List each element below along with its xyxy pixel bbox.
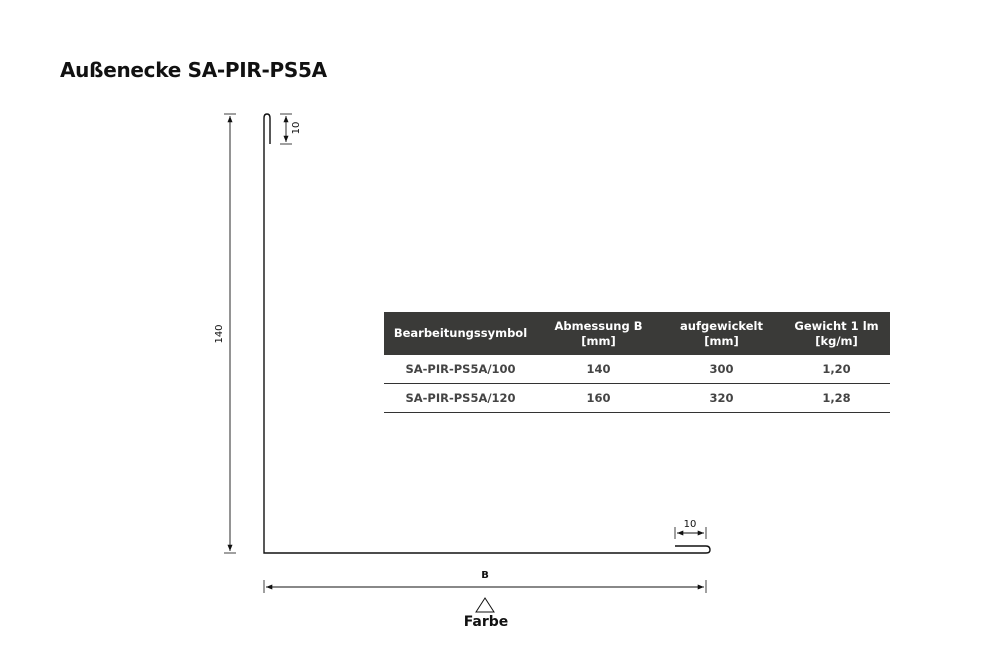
- table-row: [384, 355, 890, 384]
- height-dimension: [214, 114, 236, 553]
- top-hem-dimension: [280, 114, 302, 144]
- table-cell: 160: [537, 384, 660, 413]
- top-hem-dimension-label: 10: [291, 121, 302, 135]
- width-dimension-label: B: [481, 570, 489, 581]
- table-cell: SA-PIR-PS5A/120: [384, 384, 537, 413]
- color-side-label: Farbe: [463, 614, 509, 630]
- table-cell: SA-PIR-PS5A/100: [384, 355, 537, 384]
- header-cell: aufgewickelt [mm]: [660, 312, 783, 355]
- bottom-hem-dimension-label: 10: [683, 519, 697, 530]
- header-cell: Bearbeitungssymbol: [384, 312, 537, 355]
- color-side-triangle-icon: [476, 598, 494, 612]
- header-cell: Abmessung B [mm]: [537, 312, 660, 355]
- table-cell: 320: [660, 384, 783, 413]
- spec-table: [384, 312, 890, 413]
- width-dimension: [264, 570, 706, 593]
- table-cell: 1,28: [783, 384, 890, 413]
- height-dimension-label: 140: [214, 324, 225, 344]
- table-header-row: [384, 312, 890, 355]
- table-row: [384, 384, 890, 413]
- page-title: Außenecke SA-PIR-PS5A: [60, 58, 327, 82]
- table-cell: 1,20: [783, 355, 890, 384]
- table-cell: 140: [537, 355, 660, 384]
- bottom-hem-dimension: [675, 519, 706, 539]
- header-cell: Gewicht 1 lm [kg/m]: [783, 312, 890, 355]
- table-cell: 300: [660, 355, 783, 384]
